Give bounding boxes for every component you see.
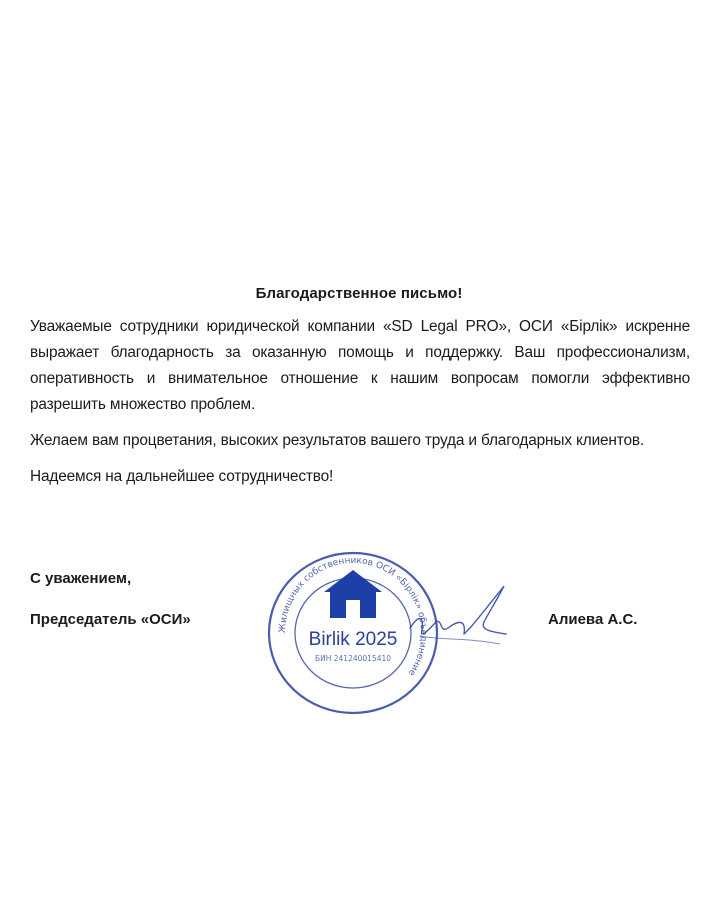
letter-body (30, 314, 690, 500)
signer-position: Председатель «ОСИ» (30, 611, 191, 628)
letter-paragraph-2: Желаем вам процветания, высоких результатов вашего труда и благодарных клиентов. (30, 432, 645, 449)
house-icon (324, 570, 382, 618)
signer-name: Алиева А.С. (548, 611, 638, 628)
closing-line: С уважением, (30, 570, 132, 587)
stamp-ring-text: Жилищных собственников ОСИ «Бірлік» объединение (277, 555, 429, 678)
letter-paragraph-1: Уважаемые сотрудники юридической компании «SD Legal PRO», ОСИ «Бірлік» искренне выражает благодарность за оказанную помощь и поддержку. Ваш профессионализм, оперативность и внимательное отношение к нашим вопросам помогли эффективно разрешить множество проблем. (30, 318, 690, 413)
letter-title: Благодарственное письмо! (255, 285, 463, 302)
stamp-bin-text: БИН 241240015410 (314, 654, 392, 663)
stamp-center-text: Birlik 2025 (308, 629, 398, 650)
letter-paragraph-3: Надеемся на дальнейшее сотрудничество! (30, 468, 334, 485)
handwritten-signature (400, 578, 510, 658)
